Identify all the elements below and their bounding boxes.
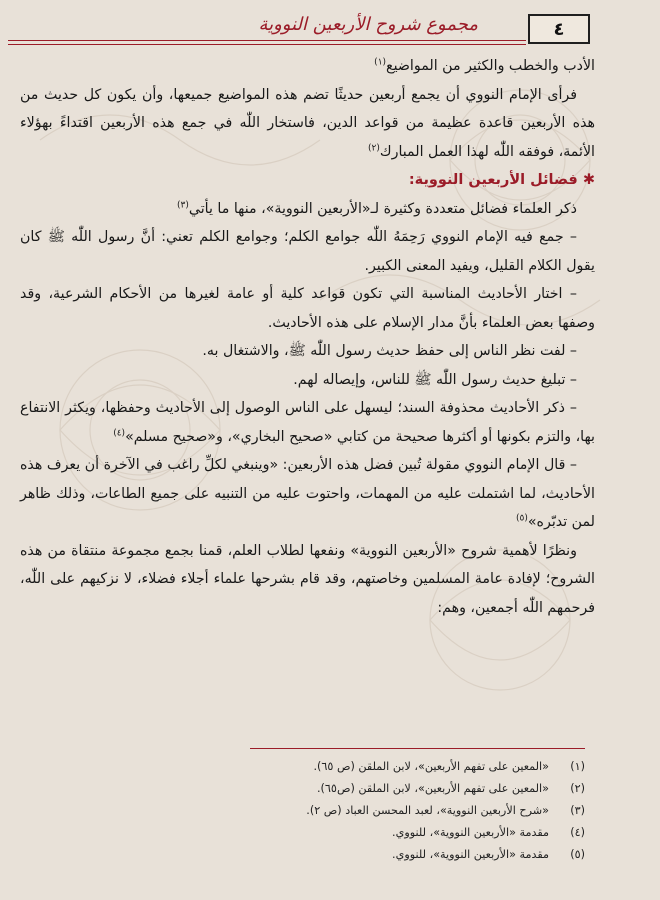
paragraph-2: فرأى الإمام النووي أن يجمع أربعين حديثًا تضم هذه المواضيع جميعها، وأن يكون كل حديث من هذه الأربعين قاعدة عظيمة من قواعد الدين، فاستخار اللّٰه في جمع هذه الأربعين اقتداءً بهؤلاء الأئمة، فوفقه اللّٰه لهذا العمل المبارك$^{(٢)}$: [20, 86, 595, 160]
list-item: – لفت نظر الناس إلى حفظ حديث رسول اللّٰه ﷺ، والاشتغال به.: [202, 343, 577, 359]
footnotes: [260, 756, 585, 866]
footnote-number: (٥): [570, 848, 585, 861]
footnote-ref-3: (٣): [177, 199, 189, 210]
asterisk-icon: ✱: [582, 172, 595, 188]
running-title: مجموع شروح الأربعين النووية: [258, 14, 478, 35]
page-number: ٤: [528, 14, 590, 44]
footnote-number: (١): [570, 760, 585, 773]
footnote-ref-2: (٢): [368, 142, 380, 153]
footnote-number: (٣): [570, 804, 585, 817]
footnote-item: [260, 822, 585, 844]
footnote-item: [260, 800, 585, 822]
list-item: – ذكر الأحاديث محذوفة السند؛ ليسهل على الناس الوصول إلى الأحاديث وحفظها، ويكثر الانتفاع بها، والتزم بكونها أو أكثرها صحيحة من كتابي «صحيح البخاري»، و«صحيح مسلم»$^{(٤)}$: [20, 400, 595, 445]
body-text: [20, 52, 595, 622]
footnote-separator: [250, 748, 585, 749]
page-header: [8, 12, 598, 46]
paragraph-3: ذكر العلماء فضائل متعددة وكثيرة لـ«الأربعين النووية»، منها ما يأتي$^{(٣)}$: [177, 199, 577, 217]
footnote-text: مقدمة «الأربعين النووية»، للنووي.: [392, 826, 549, 839]
footnote-text: «المعين على تفهم الأربعين»، لابن الملقن (ص ٦٥).: [313, 760, 549, 773]
list-item: – اختار الأحاديث المناسبة التي تكون قواعد كلية أو عامة لغيرها من الأحكام الشرعية، وقد وصفها بعض العلماء بأنَّ مدار الإسلام على هذه الأحاديث.: [20, 286, 595, 331]
footnote-item: [260, 756, 585, 778]
paragraph-1: الأدب والخطب والكثير من المواضيع$^{(١)}$: [374, 57, 595, 74]
footnote-number: (٤): [570, 826, 585, 839]
footnote-text: مقدمة «الأربعين النووية»، للنووي.: [392, 848, 549, 861]
footnote-ref-1: (١): [374, 57, 387, 68]
header-rule: [8, 40, 526, 45]
list-item: – تبليغ حديث رسول اللّٰه ﷺ للناس، وإيصاله لهم.: [293, 371, 577, 388]
footnote-item: [260, 778, 585, 800]
footnote-number: (٢): [570, 782, 585, 795]
list-item: – قال الإمام النووي مقولة تُبين فضل هذه الأربعين: «وينبغي لكلِّ راغب في الآخرة أن يعرف هذه الأحاديث، لما اشتملت عليه من المهمات، واحتوت عليه من التنبيه على جميع الطاعات، وذلك ظاهر لمن تدبّره»$^{(٥)}$: [20, 457, 595, 530]
footnote-text: «المعين على تفهم الأربعين»، لابن الملقن (ص٦٥).: [316, 782, 549, 795]
paragraph-4: ونظرًا لأهمية شروح «الأربعين النووية» ونفعها لطلاب العلم، قمنا بجمع مجموعة منتقاة من هذه الشروح؛ لإفادة عامة المسلمين وخاصتهم، وقد قام بشرحها علماء أجلاء فضلاء، لا نزكيهم على اللّٰه، فرحمهم اللّٰه أجمعين، وهم:: [20, 542, 595, 616]
section-heading: ✱ فضائل الأربعين النووية:: [408, 172, 595, 188]
footnote-text: «شرح الأربعين النووية»، لعبد المحسن العباد (ص ٢).: [306, 804, 549, 817]
list-item: – جمع فيه الإمام النووي رَحِمَهُ اللّٰه جوامع الكلم؛ وجوامع الكلم تعني: أنَّ رسول اللّٰه ﷺ كان يقول الكلام القليل، ويفيد المعنى الكبير.: [20, 229, 595, 274]
footnote-ref-5: (٥): [516, 513, 528, 524]
footnote-item: [260, 844, 585, 866]
footnote-ref-4: (٤): [113, 427, 126, 438]
